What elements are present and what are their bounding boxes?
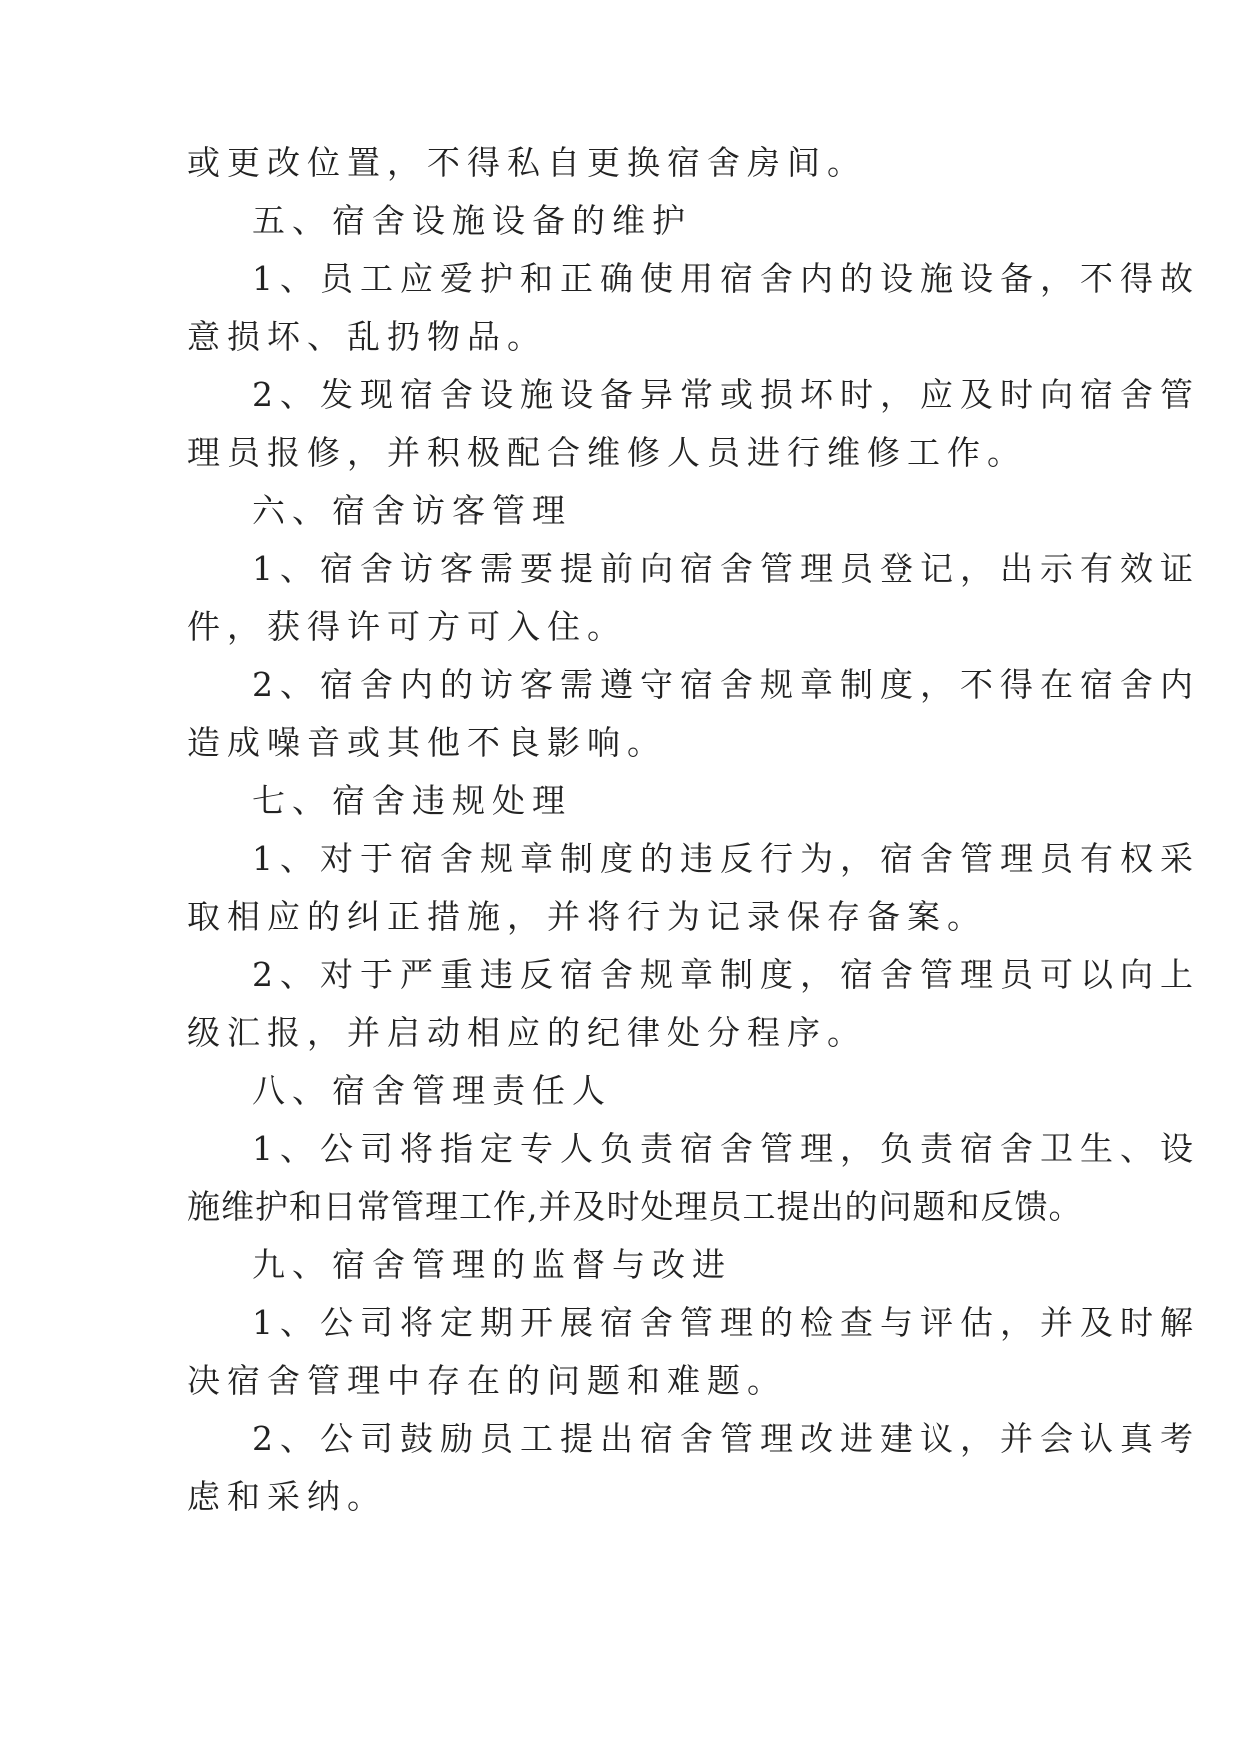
paragraph-line: 1、公司将指定专人负责宿舍管理，负责宿舍卫生、设 bbox=[252, 1129, 1200, 1168]
paragraph-line: 级汇报，并启动相应的纪律处分程序。 bbox=[187, 1013, 867, 1052]
section-heading: 七、宿舍违规处理 bbox=[252, 781, 572, 820]
section-heading: 九、宿舍管理的监督与改进 bbox=[252, 1245, 732, 1284]
section-heading: 五、宿舍设施设备的维护 bbox=[252, 201, 692, 240]
paragraph-line: 1、员工应爱护和正确使用宿舍内的设施设备，不得故 bbox=[252, 259, 1200, 298]
paragraph-line: 2、公司鼓励员工提出宿舍管理改进建议，并会认真考 bbox=[252, 1419, 1200, 1458]
paragraph-line: 1、对于宿舍规章制度的违反行为，宿舍管理员有权采 bbox=[252, 839, 1200, 878]
paragraph-line: 2、发现宿舍设施设备异常或损坏时，应及时向宿舍管 bbox=[252, 375, 1200, 414]
section-heading: 八、宿舍管理责任人 bbox=[252, 1071, 612, 1110]
paragraph-line: 2、对于严重违反宿舍规章制度，宿舍管理员可以向上 bbox=[252, 955, 1200, 994]
paragraph-line: 意损坏、乱扔物品。 bbox=[187, 317, 547, 356]
section-heading: 六、宿舍访客管理 bbox=[252, 491, 572, 530]
paragraph-line: 或更改位置，不得私自更换宿舍房间。 bbox=[187, 143, 867, 182]
paragraph-line: 件，获得许可方可入住。 bbox=[187, 607, 627, 646]
paragraph-line: 1、宿舍访客需要提前向宿舍管理员登记，出示有效证 bbox=[252, 549, 1200, 588]
paragraph-line: 造成噪音或其他不良影响。 bbox=[187, 723, 667, 762]
paragraph-line: 1、公司将定期开展宿舍管理的检查与评估，并及时解 bbox=[252, 1303, 1200, 1342]
paragraph-line: 取相应的纠正措施，并将行为记录保存备案。 bbox=[187, 897, 987, 936]
paragraph-line: 理员报修，并积极配合维修人员进行维修工作。 bbox=[187, 433, 1027, 472]
paragraph-line: 2、宿舍内的访客需遵守宿舍规章制度，不得在宿舍内 bbox=[252, 665, 1200, 704]
paragraph-line: 施维护和日常管理工作,并及时处理员工提出的问题和反馈。 bbox=[187, 1187, 1083, 1226]
paragraph-line: 虑和采纳。 bbox=[187, 1477, 387, 1516]
paragraph-line: 决宿舍管理中存在的问题和难题。 bbox=[187, 1361, 787, 1400]
